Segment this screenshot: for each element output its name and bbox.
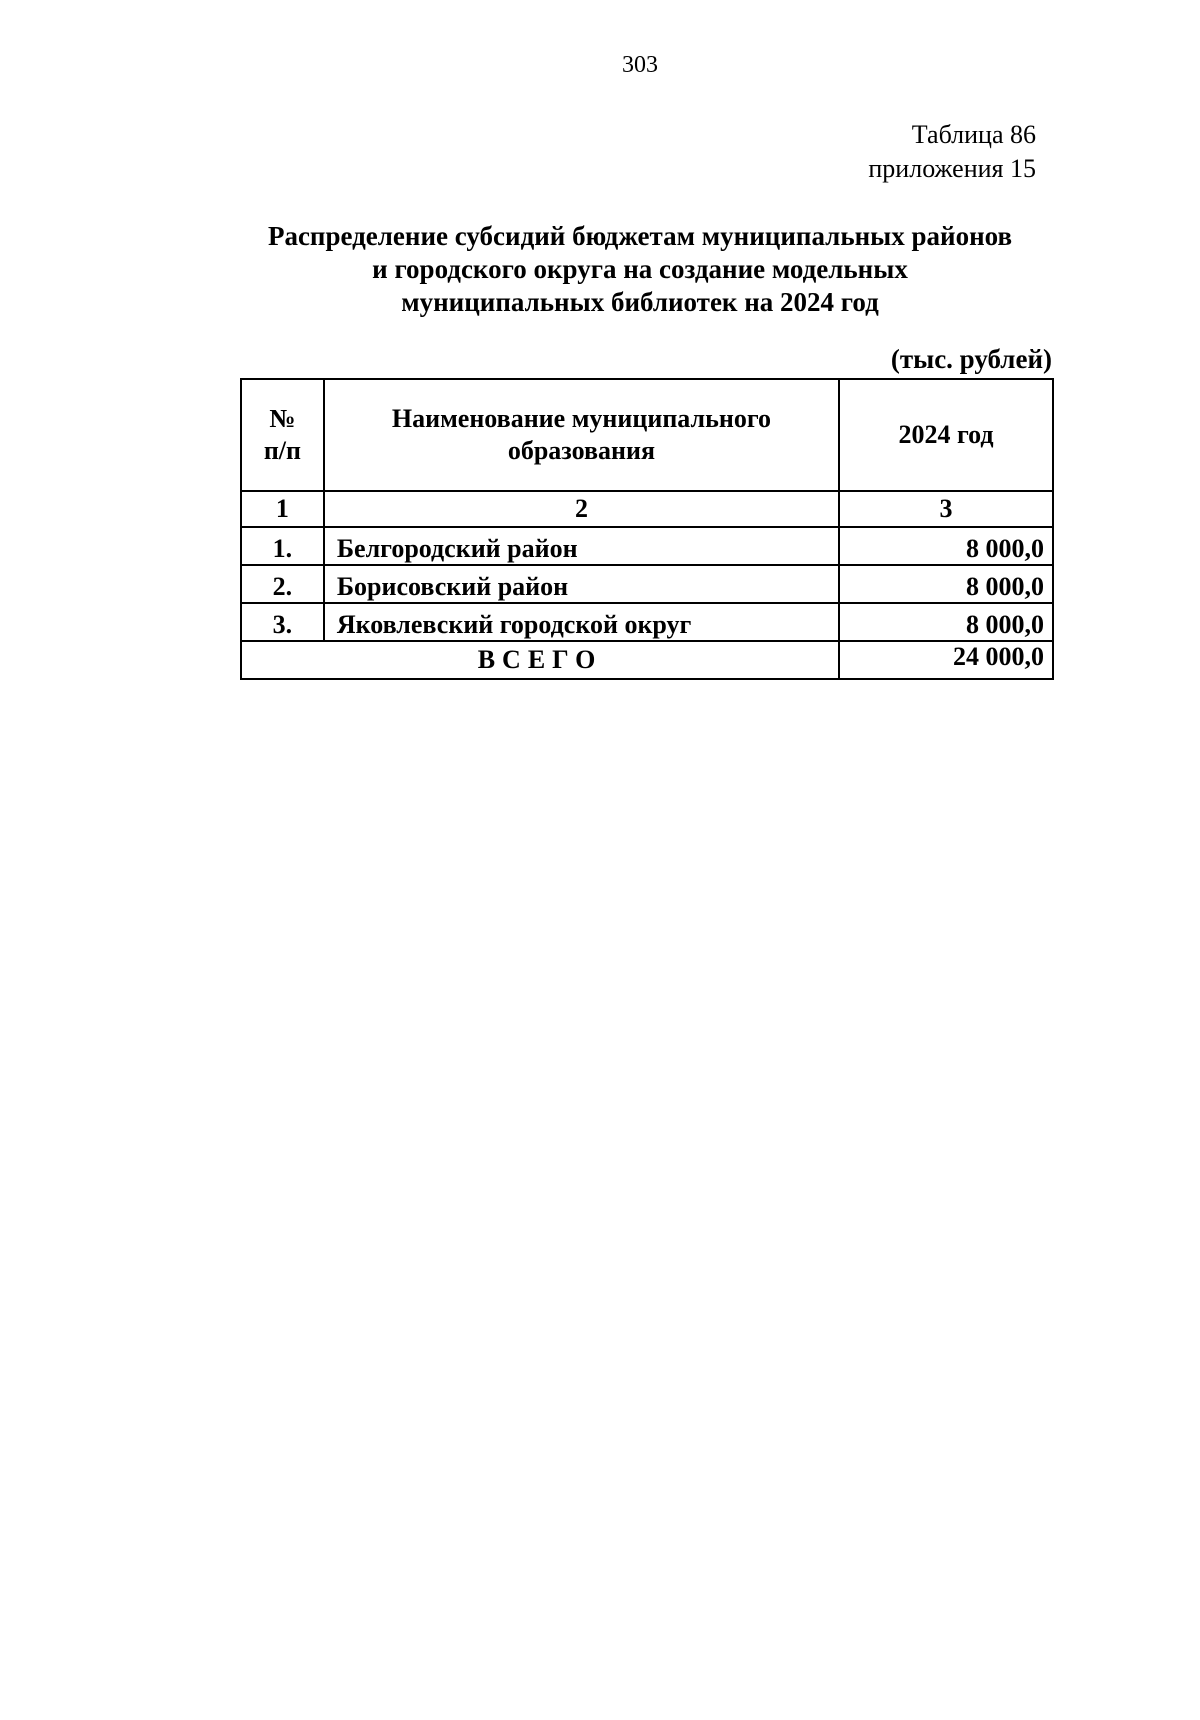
row-name: Борисовский район: [324, 565, 839, 603]
header-number-line1: №: [269, 404, 296, 433]
row-name: Белгородский район: [324, 527, 839, 565]
row-name: Яковлевский городской округ: [324, 603, 839, 641]
column-index-row: [241, 491, 1053, 527]
title-line3: муниципальных библиотек на 2024 год: [401, 287, 879, 317]
table-row: [241, 527, 1053, 565]
column-index-3: 3: [839, 491, 1053, 527]
header-number-line2: п/п: [263, 436, 302, 465]
row-value: 8 000,0: [839, 565, 1053, 603]
header-number: [241, 379, 324, 491]
header-year: 2024 год: [839, 379, 1053, 491]
total-row: [241, 641, 1053, 679]
table-row: [241, 565, 1053, 603]
header-name-line1: Наименование муниципального: [391, 404, 772, 433]
table-reference-line2: приложения 15: [868, 154, 1036, 183]
title-line1: Распределение субсидий бюджетам муниципальных районов: [267, 221, 1013, 251]
title-line2: и городского округа на создание модельных: [372, 254, 908, 284]
page-number: 303: [622, 52, 658, 78]
table-header-row: [241, 379, 1053, 491]
header-name-line2: образования: [507, 436, 656, 465]
column-index-2: 2: [324, 491, 839, 527]
column-index-1: 1: [241, 491, 324, 527]
total-label: ВСЕГО: [241, 641, 839, 679]
row-value: 8 000,0: [839, 527, 1053, 565]
units-label: (тыс. рублей): [890, 344, 1052, 374]
row-number: 2.: [241, 565, 324, 603]
row-number: 1.: [241, 527, 324, 565]
document-title: [200, 220, 1080, 319]
header-name: [324, 379, 839, 491]
row-value: 8 000,0: [839, 603, 1053, 641]
table-reference: [860, 118, 1036, 186]
row-number: 3.: [241, 603, 324, 641]
table-row: [241, 603, 1053, 641]
subsidy-table: [240, 378, 1054, 680]
table-reference-line1: Таблица 86: [911, 120, 1036, 149]
total-value: 24 000,0: [839, 641, 1053, 679]
